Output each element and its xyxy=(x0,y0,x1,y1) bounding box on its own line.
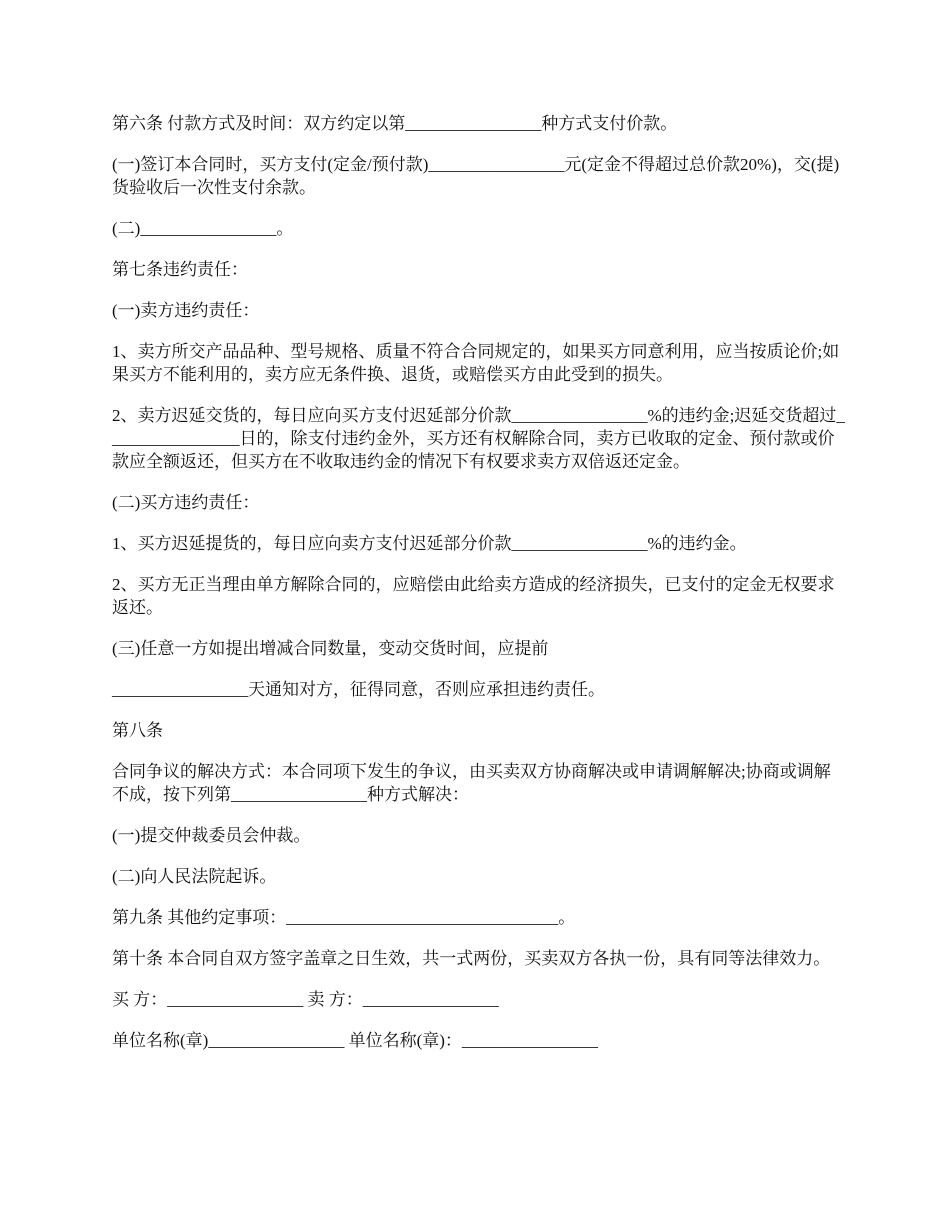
buyer-liability-heading: (二)买方违约责任： xyxy=(112,493,260,512)
quantity-change-notice: ________________天通知对方，征得同意，否则应承担违约责任。 xyxy=(112,680,605,699)
payment-clause-1-deposit: (一)签订本合同时，买方支付(定金/预付款)________________元(定金不得超过总价款20%)，交(提)货验收后一次性支付余款。 xyxy=(112,155,840,197)
seller-liability-heading: (一)卖方违约责任： xyxy=(112,301,260,320)
dispute-option-court: (二)向人民法院起诉。 xyxy=(112,867,277,886)
article-7-heading: 第七条违约责任： xyxy=(112,260,248,279)
signature-parties-line: 买 方：________________ 卖 方：________________ xyxy=(112,990,499,1009)
article-10-effectiveness: 第十条 本合同自双方签字盖章之日生效，共一式两份，买卖双方各执一份，具有同等法律效力。 xyxy=(112,949,831,968)
seller-liability-item-2: 2、卖方迟延交货的，每日应向买方支付迟延部分价款________________%的违约金;迟延交货超过________________日的，除支付违约金外，买方还有权解除合同，卖方已收取的定金、预付款或价款应全额返还，但买方在不收取违约金的情况下有权要求卖方双倍返还定金。 xyxy=(112,406,845,471)
contract-page xyxy=(112,112,847,1070)
dispute-resolution-clause: 合同争议的解决方式：本合同项下发生的争议，由买卖双方协商解决或申请调解解决;协商或调解不成，按下列第________________种方式解决： xyxy=(112,762,831,804)
seller-liability-item-1: 1、卖方所交产品品种、型号规格、质量不符合合同规定的，如果买方同意利用，应当按质论价;如果买方不能利用的，卖方应无条件换、退货，或赔偿买方由此受到的损失。 xyxy=(112,342,840,384)
buyer-liability-item-1: 1、买方迟延提货的，每日应向卖方支付迟延部分价款________________%的违约金。 xyxy=(112,534,747,553)
article-8-heading: 第八条 xyxy=(112,721,163,740)
quantity-change-clause: (三)任意一方如提出增减合同数量，变动交货时间，应提前 xyxy=(112,639,549,658)
dispute-option-arbitration: (一)提交仲裁委员会仲裁。 xyxy=(112,826,311,845)
payment-clause-2: (二)________________。 xyxy=(112,219,294,238)
article-6-payment-method: 第六条 付款方式及时间：双方约定以第________________种方式支付价款。 xyxy=(112,114,678,133)
article-9-other-terms: 第九条 其他约定事项：________________________________。 xyxy=(112,908,576,927)
buyer-liability-item-2: 2、买方无正当理由单方解除合同的，应赔偿由此给卖方造成的经济损失，已支付的定金无权要求返还。 xyxy=(112,575,835,617)
signature-unit-name-line: 单位名称(章)________________ 单位名称(章)：________________ xyxy=(112,1031,598,1050)
